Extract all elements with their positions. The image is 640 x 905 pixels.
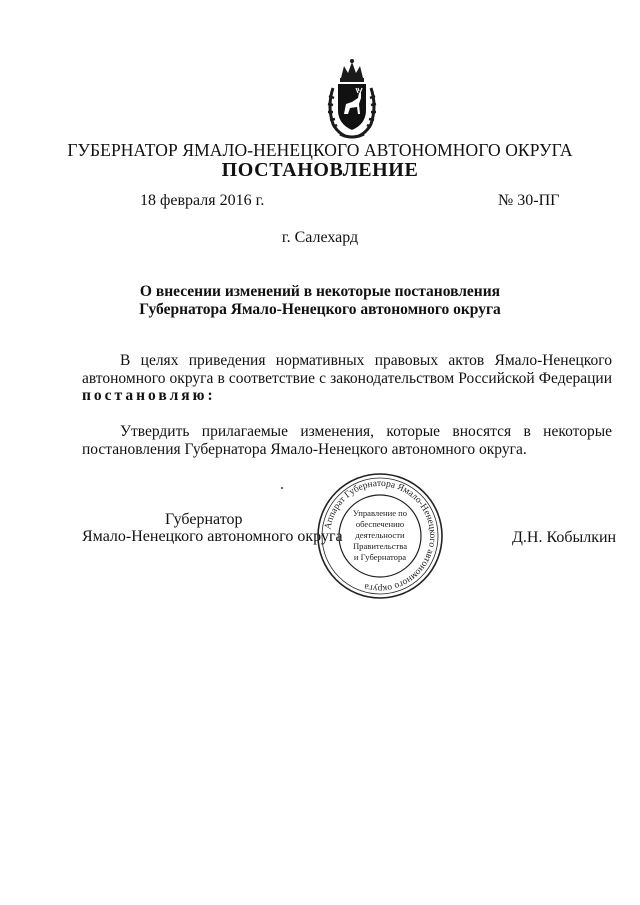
preamble-paragraph — [82, 352, 612, 405]
stamp-inner-line-1: Управление по — [352, 508, 408, 518]
decree-word: постановляю: — [82, 387, 216, 404]
stamp-inner-line-3: деятельности — [355, 530, 405, 540]
coat-of-arms-icon — [323, 58, 381, 140]
stamp-inner-line-2: обеспечению — [355, 519, 405, 529]
document-subject — [0, 283, 640, 319]
operative-paragraph: Утвердить прилагаемые изменения, которые вносятся в некоторые постановления Губернатора Ямало-Ненецкого автономного округа. — [82, 423, 612, 458]
document-city: г. Салехард — [281, 229, 359, 246]
ink-dot — [281, 487, 283, 489]
stamp-inner-line-4: Правительства — [352, 541, 408, 551]
stamp-inner-line-5: и Губернатора — [353, 552, 407, 562]
authority-title: ГУБЕРНАТОР ЯМАЛО-НЕНЕЦКОГО АВТОНОМНОГО ОКРУГА — [67, 140, 573, 160]
signatory-name: Д.Н. Кобылкин — [512, 529, 617, 546]
signatory-position-line-2: Ямало-Ненецкого автономного округа — [82, 528, 343, 545]
signatory-position-line-1: Губернатор — [165, 511, 243, 528]
document-number: № 30-ПГ — [498, 192, 560, 209]
subject-line-1: О внесении изменений в некоторые постановления — [139, 283, 501, 300]
preamble-text: В целях приведения нормативных правовых актов Ямало-Ненецкого автономного округа в соответствие с законодательством Российской Федерации — [82, 352, 612, 387]
official-stamp — [316, 472, 444, 600]
document-type-title: ПОСТАНОВЛЕНИЕ — [221, 159, 419, 181]
stamp-ring-text: Аппарат Губернатора Ямало-Ненецкого автономного округа — [323, 478, 438, 594]
subject-line-2: Губернатора Ямало-Ненецкого автономного округа — [139, 301, 501, 318]
document-date: 18 февраля 2016 г. — [140, 192, 265, 209]
